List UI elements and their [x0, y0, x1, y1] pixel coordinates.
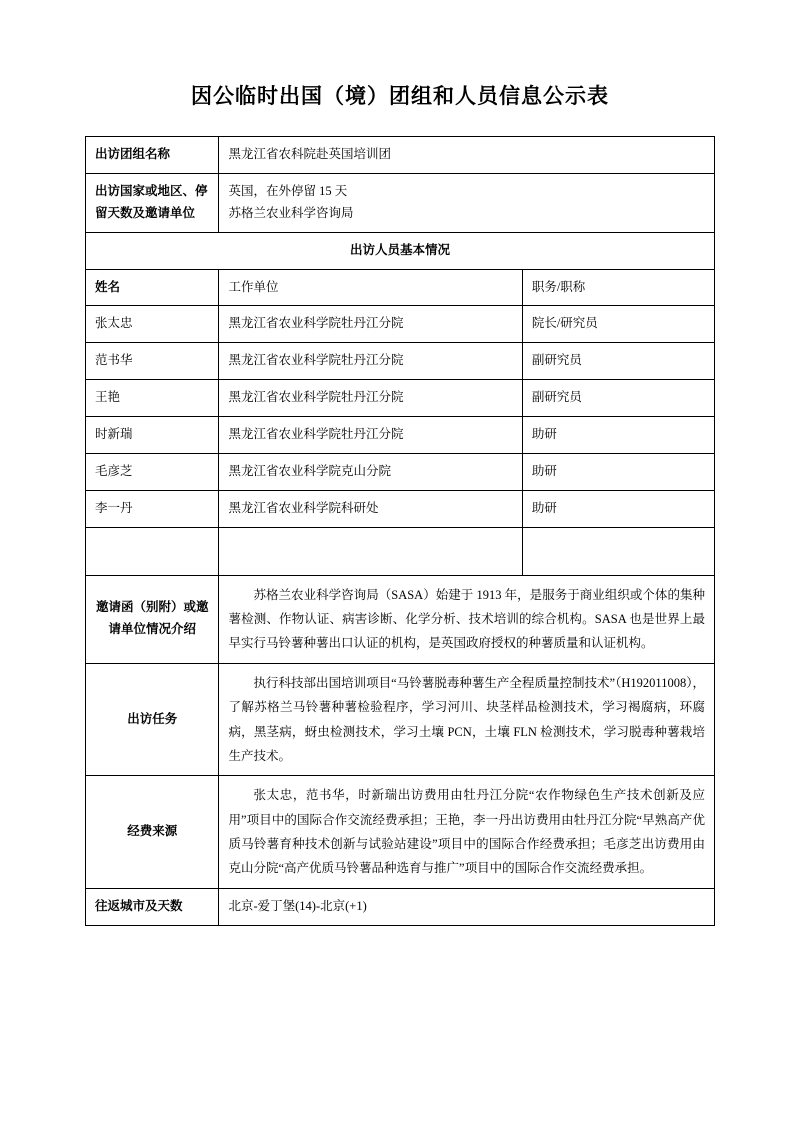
table-row-empty	[86, 527, 715, 575]
member-name: 毛彦芝	[86, 453, 219, 490]
table-row-itinerary	[86, 888, 715, 925]
member-unit	[219, 527, 522, 575]
table-row	[86, 343, 715, 380]
member-title: 副研究员	[522, 343, 714, 380]
member-name: 张太忠	[86, 306, 219, 343]
member-title	[522, 527, 714, 575]
column-header-unit: 工作单位	[219, 269, 522, 306]
funding-label: 经费来源	[86, 776, 219, 889]
column-header-name: 姓名	[86, 269, 219, 306]
group-name-value: 黑龙江省农科院赴英国培训团	[219, 137, 715, 174]
member-name: 李一丹	[86, 490, 219, 527]
country-label: 出访国家或地区、停留天数及邀请单位	[86, 173, 219, 232]
itinerary-value: 北京-爱丁堡(14)-北京(+1)	[219, 888, 715, 925]
table-row	[86, 306, 715, 343]
country-value	[219, 173, 715, 232]
table-row	[86, 380, 715, 417]
group-name-label: 出访团组名称	[86, 137, 219, 174]
table-row	[86, 453, 715, 490]
mission-text: 执行科技部出国培训项目“马铃薯脱毒种薯生产全程质量控制技术”（H192011008），了解苏格兰马铃薯种薯检验程序，学习河川、块茎样品检测技术，学习褐腐病，环腐病，黑茎病，蚜虫检测技术，学习土壤 PCN，土壤 FLN 检测技术，学习脱毒种薯栽培生产技术。	[219, 663, 715, 776]
member-title: 副研究员	[522, 380, 714, 417]
member-name: 范书华	[86, 343, 219, 380]
member-unit: 黑龙江省农业科学院牡丹江分院	[219, 417, 522, 454]
member-unit: 黑龙江省农业科学院克山分院	[219, 453, 522, 490]
member-unit: 黑龙江省农业科学院牡丹江分院	[219, 380, 522, 417]
mission-label: 出访任务	[86, 663, 219, 776]
table-row-invitation	[86, 575, 715, 663]
table-row-funding	[86, 776, 715, 889]
member-unit: 黑龙江省农业科学院牡丹江分院	[219, 343, 522, 380]
country-value-line1: 英国，在外停留 15 天	[228, 183, 348, 198]
column-header-title: 职务/职称	[522, 269, 714, 306]
table-row-group-name	[86, 137, 715, 174]
funding-text: 张太忠，范书华，时新瑞出访费用由牡丹江分院“农作物绿色生产技术创新及应用”项目中的国际合作交流经费承担；王艳，李一丹出访费用由牡丹江分院“早熟高产优质马铃薯育种技术创新与试验站建设”项目中的国际合作经费承担；毛彦芝出访费用由克山分院“高产优质马铃薯品种选育与推广”项目中的国际合作交流经费承担。	[219, 776, 715, 889]
table-row-members-section	[86, 232, 715, 269]
member-title: 助研	[522, 417, 714, 454]
public-notice-table	[85, 136, 715, 926]
member-title: 院长/研究员	[522, 306, 714, 343]
member-unit: 黑龙江省农业科学院科研处	[219, 490, 522, 527]
invitation-label: 邀请函（别附）或邀请单位情况介绍	[86, 575, 219, 663]
table-row	[86, 417, 715, 454]
table-row-mission	[86, 663, 715, 776]
member-title: 助研	[522, 490, 714, 527]
table-row	[86, 490, 715, 527]
member-unit: 黑龙江省农业科学院牡丹江分院	[219, 306, 522, 343]
country-value-line2: 苏格兰农业科学咨询局	[228, 205, 354, 220]
invitation-text: 苏格兰农业科学咨询局（SASA）始建于 1913 年，是服务于商业组织或个体的集种薯检测、作物认证、病害诊断、化学分析、技术培训的综合机构。SASA 也是世界上最早实行马铃薯种薯出口认证的机构，是英国政府授权的种薯质量和认证机构。	[219, 575, 715, 663]
table-row-member-headers	[86, 269, 715, 306]
member-title: 助研	[522, 453, 714, 490]
table-row-country	[86, 173, 715, 232]
page-title: 因公临时出国（境）团组和人员信息公示表	[191, 84, 609, 108]
member-name: 王艳	[86, 380, 219, 417]
member-name	[86, 527, 219, 575]
itinerary-label: 往返城市及天数	[86, 888, 219, 925]
members-section-header: 出访人员基本情况	[86, 232, 715, 269]
member-name: 时新瑞	[86, 417, 219, 454]
